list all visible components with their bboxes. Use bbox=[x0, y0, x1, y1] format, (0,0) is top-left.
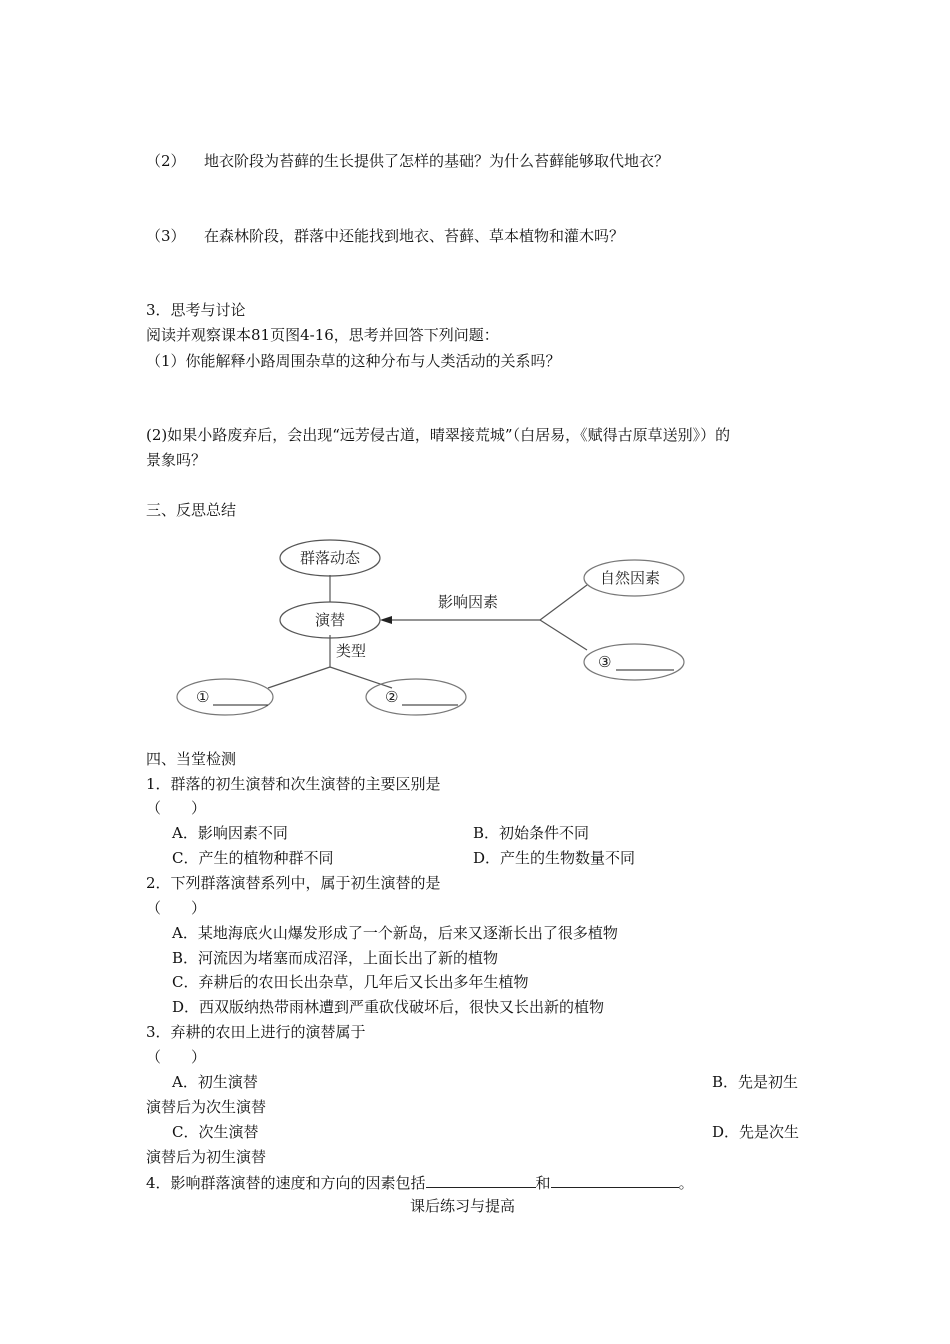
quiz-q4-mid: 和 bbox=[535, 1174, 551, 1192]
node-center-label: 演替 bbox=[314, 611, 346, 629]
quiz-q4-end: 。 bbox=[678, 1174, 694, 1192]
quiz-q4-stem: 4．影响群落演替的速度和方向的因素包括 bbox=[146, 1174, 426, 1192]
footer-title: 课后练习与提高 bbox=[410, 1197, 516, 1215]
type-label: 类型 bbox=[336, 642, 367, 660]
arrow-head-icon bbox=[380, 616, 392, 624]
connector-natural bbox=[540, 585, 587, 620]
quiz-q2-option-c: C．弃耕后的农田长出杂草，几年后又长出多年生植物 bbox=[172, 973, 529, 991]
node-blank2 bbox=[366, 679, 466, 715]
quiz-q4-blank-2[interactable] bbox=[551, 1172, 679, 1188]
connector-blank3 bbox=[540, 620, 587, 650]
quiz-heading: 四、当堂检测 bbox=[146, 750, 237, 768]
quiz-q3-stem: 3．弃耕的农田上进行的演替属于 bbox=[146, 1023, 366, 1041]
discussion-heading: 3．思考与讨论 bbox=[146, 301, 246, 319]
quiz-q1-option-d: D．产生的生物数量不同 bbox=[473, 849, 636, 867]
quiz-q1-option-b: B．初始条件不同 bbox=[473, 824, 590, 842]
discussion-question-1: （1）你能解释小路周围杂草的这种分布与人类活动的关系吗？ bbox=[146, 352, 561, 370]
factor-label: 影响因素 bbox=[438, 593, 499, 611]
reflection-heading: 三、反思总结 bbox=[146, 501, 237, 519]
question-2-number: （2） bbox=[146, 152, 186, 170]
quiz-q2-option-d: D．西双版纳热带雨林遭到严重砍伐破坏后，很快又长出新的植物 bbox=[172, 998, 605, 1016]
node-blank1 bbox=[177, 679, 273, 715]
node-blank1-label: ① bbox=[196, 688, 210, 706]
node-blank2-label: ② bbox=[385, 688, 399, 706]
quiz-q1-option-c: C．产生的植物种群不同 bbox=[172, 849, 334, 867]
quiz-q3-option-d-part1: D．先是次生 bbox=[712, 1123, 800, 1141]
concept-map-diagram bbox=[170, 530, 700, 725]
discussion-intro: 阅读并观察课本81页图4-16，思考并回答下列问题： bbox=[146, 326, 499, 344]
quiz-q3-paren: （ ） bbox=[146, 1048, 207, 1066]
quiz-q1-option-a: A．影响因素不同 bbox=[172, 824, 288, 842]
quiz-q3-option-b-part1: B．先是初生 bbox=[712, 1073, 799, 1091]
quiz-q2-option-b: B．河流因为堵塞而成沼泽，上面长出了新的植物 bbox=[172, 949, 499, 967]
discussion-question-2-line2: 景象吗？ bbox=[146, 451, 207, 469]
discussion-question-2-line1: (2)如果小路废弃后，会出现“远芳侵古道，晴翠接荒城”（白居易，《赋得古原草送别》）的 bbox=[146, 426, 731, 444]
quiz-q1-paren: （ ） bbox=[146, 799, 207, 817]
connector-type-blank1 bbox=[268, 667, 330, 688]
quiz-q1-stem: 1．群落的初生演替和次生演替的主要区别是 bbox=[146, 775, 441, 793]
quiz-q2-option-a: A．某地海底火山爆发形成了一个新岛，后来又逐渐长出了很多植物 bbox=[172, 924, 618, 942]
quiz-q2-stem: 2．下列群落演替系列中，属于初生演替的是 bbox=[146, 874, 441, 892]
quiz-q3-option-d-part2: 演替后为初生演替 bbox=[146, 1148, 267, 1166]
question-2-text: 地衣阶段为苔藓的生长提供了怎样的基础？为什么苔藓能够取代地衣？ bbox=[204, 152, 670, 170]
quiz-q3-option-c: C．次生演替 bbox=[172, 1123, 259, 1141]
question-3-number: （3） bbox=[146, 227, 186, 245]
quiz-q4-blank-1[interactable] bbox=[426, 1172, 536, 1188]
quiz-q2-paren: （ ） bbox=[146, 899, 207, 917]
connector-type-blank2 bbox=[330, 667, 392, 688]
node-natural-label: 自然因素 bbox=[600, 569, 661, 587]
quiz-q3-option-a: A．初生演替 bbox=[172, 1073, 258, 1091]
quiz-q4 bbox=[146, 1172, 694, 1193]
quiz-q3-option-b-part2: 演替后为次生演替 bbox=[146, 1098, 267, 1116]
node-blank3-label: ③ bbox=[598, 653, 612, 671]
node-top-label: 群落动态 bbox=[299, 549, 361, 567]
question-3-text: 在森林阶段，群落中还能找到地衣、苔藓、草本植物和灌木吗？ bbox=[204, 227, 625, 245]
